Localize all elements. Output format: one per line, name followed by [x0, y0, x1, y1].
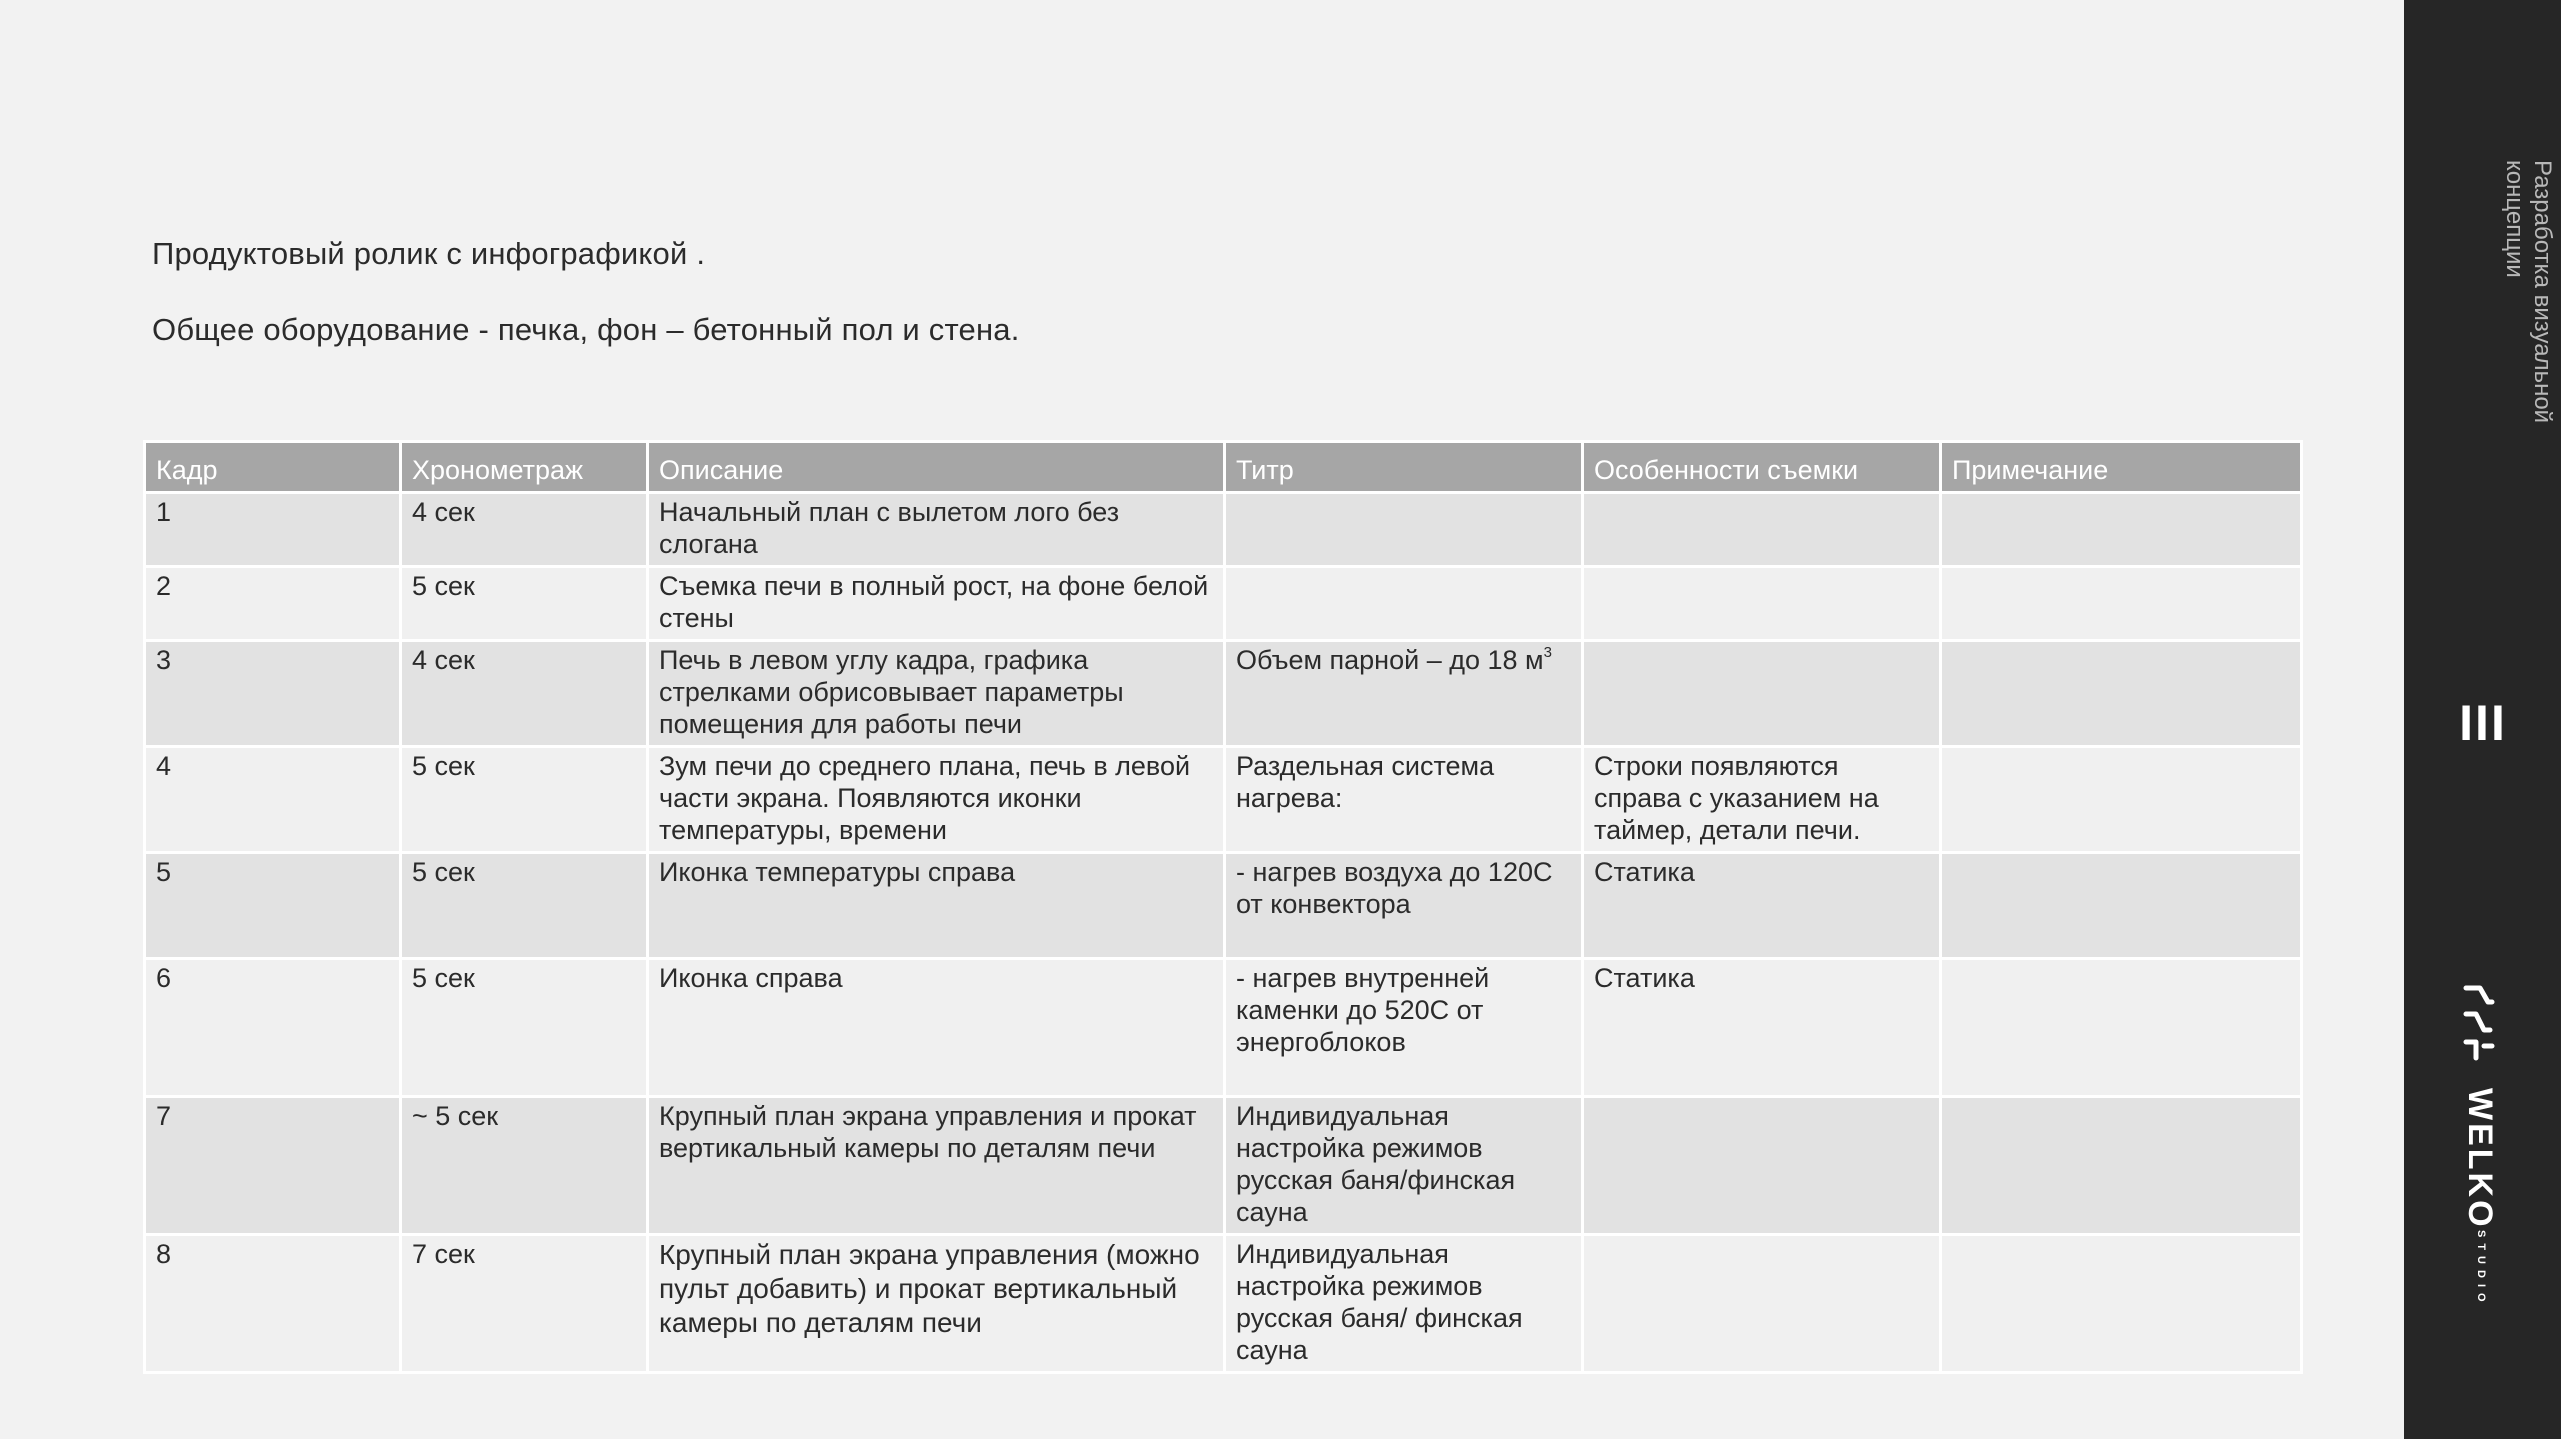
cell-frame: 2 [145, 567, 401, 641]
cell-duration: 5 сек [401, 853, 648, 959]
cell-features [1583, 567, 1941, 641]
table-header-row [145, 442, 2302, 493]
cell-description: Крупный план экрана управления (можно пульт добавить) и прокат вертикальный камеры по деталям печи [648, 1235, 1225, 1373]
header-features: Особенности съемки [1583, 442, 1941, 493]
table-row [145, 747, 2302, 853]
table-row [145, 493, 2302, 567]
header-description: Описание [648, 442, 1225, 493]
cell-description: Печь в левом углу кадра, графика стрелками обрисовывает параметры помещения для работы печи [648, 641, 1225, 747]
cell-duration: 5 сек [401, 747, 648, 853]
table-row [145, 959, 2302, 1097]
cell-description: Иконка температуры справа [648, 853, 1225, 959]
table-row [145, 1097, 2302, 1235]
header-duration: Хронометраж [401, 442, 648, 493]
cell-description: Крупный план экрана управления и прокат вертикальный камеры по деталям печи [648, 1097, 1225, 1235]
cell-description: Зум печи до среднего плана, печь в левой части экрана. Появляются иконки температуры, времени [648, 747, 1225, 853]
cell-note [1941, 641, 2302, 747]
cell-note [1941, 853, 2302, 959]
section-number: III [2459, 695, 2507, 751]
intro-line-2: Общее оборудование - печка, фон – бетонный пол и стена. [152, 312, 1020, 347]
table-row [145, 1235, 2302, 1373]
table-row [145, 853, 2302, 959]
cell-duration: 4 сек [401, 641, 648, 747]
sidebar-section-title: Разработка визуальной концепции [2501, 160, 2556, 424]
cell-frame: 3 [145, 641, 401, 747]
cell-frame: 4 [145, 747, 401, 853]
header-note: Примечание [1941, 442, 2302, 493]
cell-frame: 1 [145, 493, 401, 567]
cell-frame: 7 [145, 1097, 401, 1235]
cell-note [1941, 959, 2302, 1097]
cell-description: Начальный план с вылетом лого без слогана [648, 493, 1225, 567]
cell-note [1941, 493, 2302, 567]
cell-duration: 7 сек [401, 1235, 648, 1373]
cell-caption: - нагрев внутренней каменки до 520С от энергоблоков [1225, 959, 1583, 1097]
cell-duration: 4 сек [401, 493, 648, 567]
cell-note [1941, 567, 2302, 641]
cell-caption: Раздельная система нагрева: [1225, 747, 1583, 853]
cell-description: Съемка печи в полный рост, на фоне белой стены [648, 567, 1225, 641]
cell-features: Статика [1583, 959, 1941, 1097]
cell-features [1583, 1235, 1941, 1373]
cell-features [1583, 493, 1941, 567]
cell-features [1583, 641, 1941, 747]
cell-caption [1225, 641, 1583, 747]
cell-duration: ~ 5 сек [401, 1097, 648, 1235]
brand-subtitle: STUDIO [2475, 1230, 2487, 1308]
brand-name: WELKO [2461, 1088, 2499, 1230]
cell-description: Иконка справа [648, 959, 1225, 1097]
header-caption: Титр [1225, 442, 1583, 493]
cell-note [1941, 1097, 2302, 1235]
cell-features: Строки появляются справа с указанием на таймер, детали печи. [1583, 747, 1941, 853]
cell-caption [1225, 493, 1583, 567]
table-row [145, 641, 2302, 747]
cell-duration: 5 сек [401, 959, 648, 1097]
cell-caption: - нагрев воздуха до 120С от конвектора [1225, 853, 1583, 959]
cell-duration: 5 сек [401, 567, 648, 641]
cell-frame: 5 [145, 853, 401, 959]
cell-features [1583, 1097, 1941, 1235]
cell-caption [1225, 567, 1583, 641]
table-row [145, 567, 2302, 641]
cell-features: Статика [1583, 853, 1941, 959]
intro-line-1: Продуктовый ролик с инфографикой . [152, 236, 706, 271]
storyboard-table [143, 440, 2303, 1374]
cell-frame: 6 [145, 959, 401, 1097]
cell-note [1941, 1235, 2302, 1373]
welko-logo-icon [2462, 984, 2496, 1068]
cell-note [1941, 747, 2302, 853]
caption-text: Объем парной – до 18 м [1236, 645, 1544, 675]
cell-caption: Индивидуальная настройка режимов русская баня/финская сауна [1225, 1097, 1583, 1235]
cell-caption: Индивидуальная настройка режимов русская баня/ финская сауна [1225, 1235, 1583, 1373]
caption-superscript: 3 [1543, 644, 1552, 661]
header-frame: Кадр [145, 442, 401, 493]
cell-frame: 8 [145, 1235, 401, 1373]
